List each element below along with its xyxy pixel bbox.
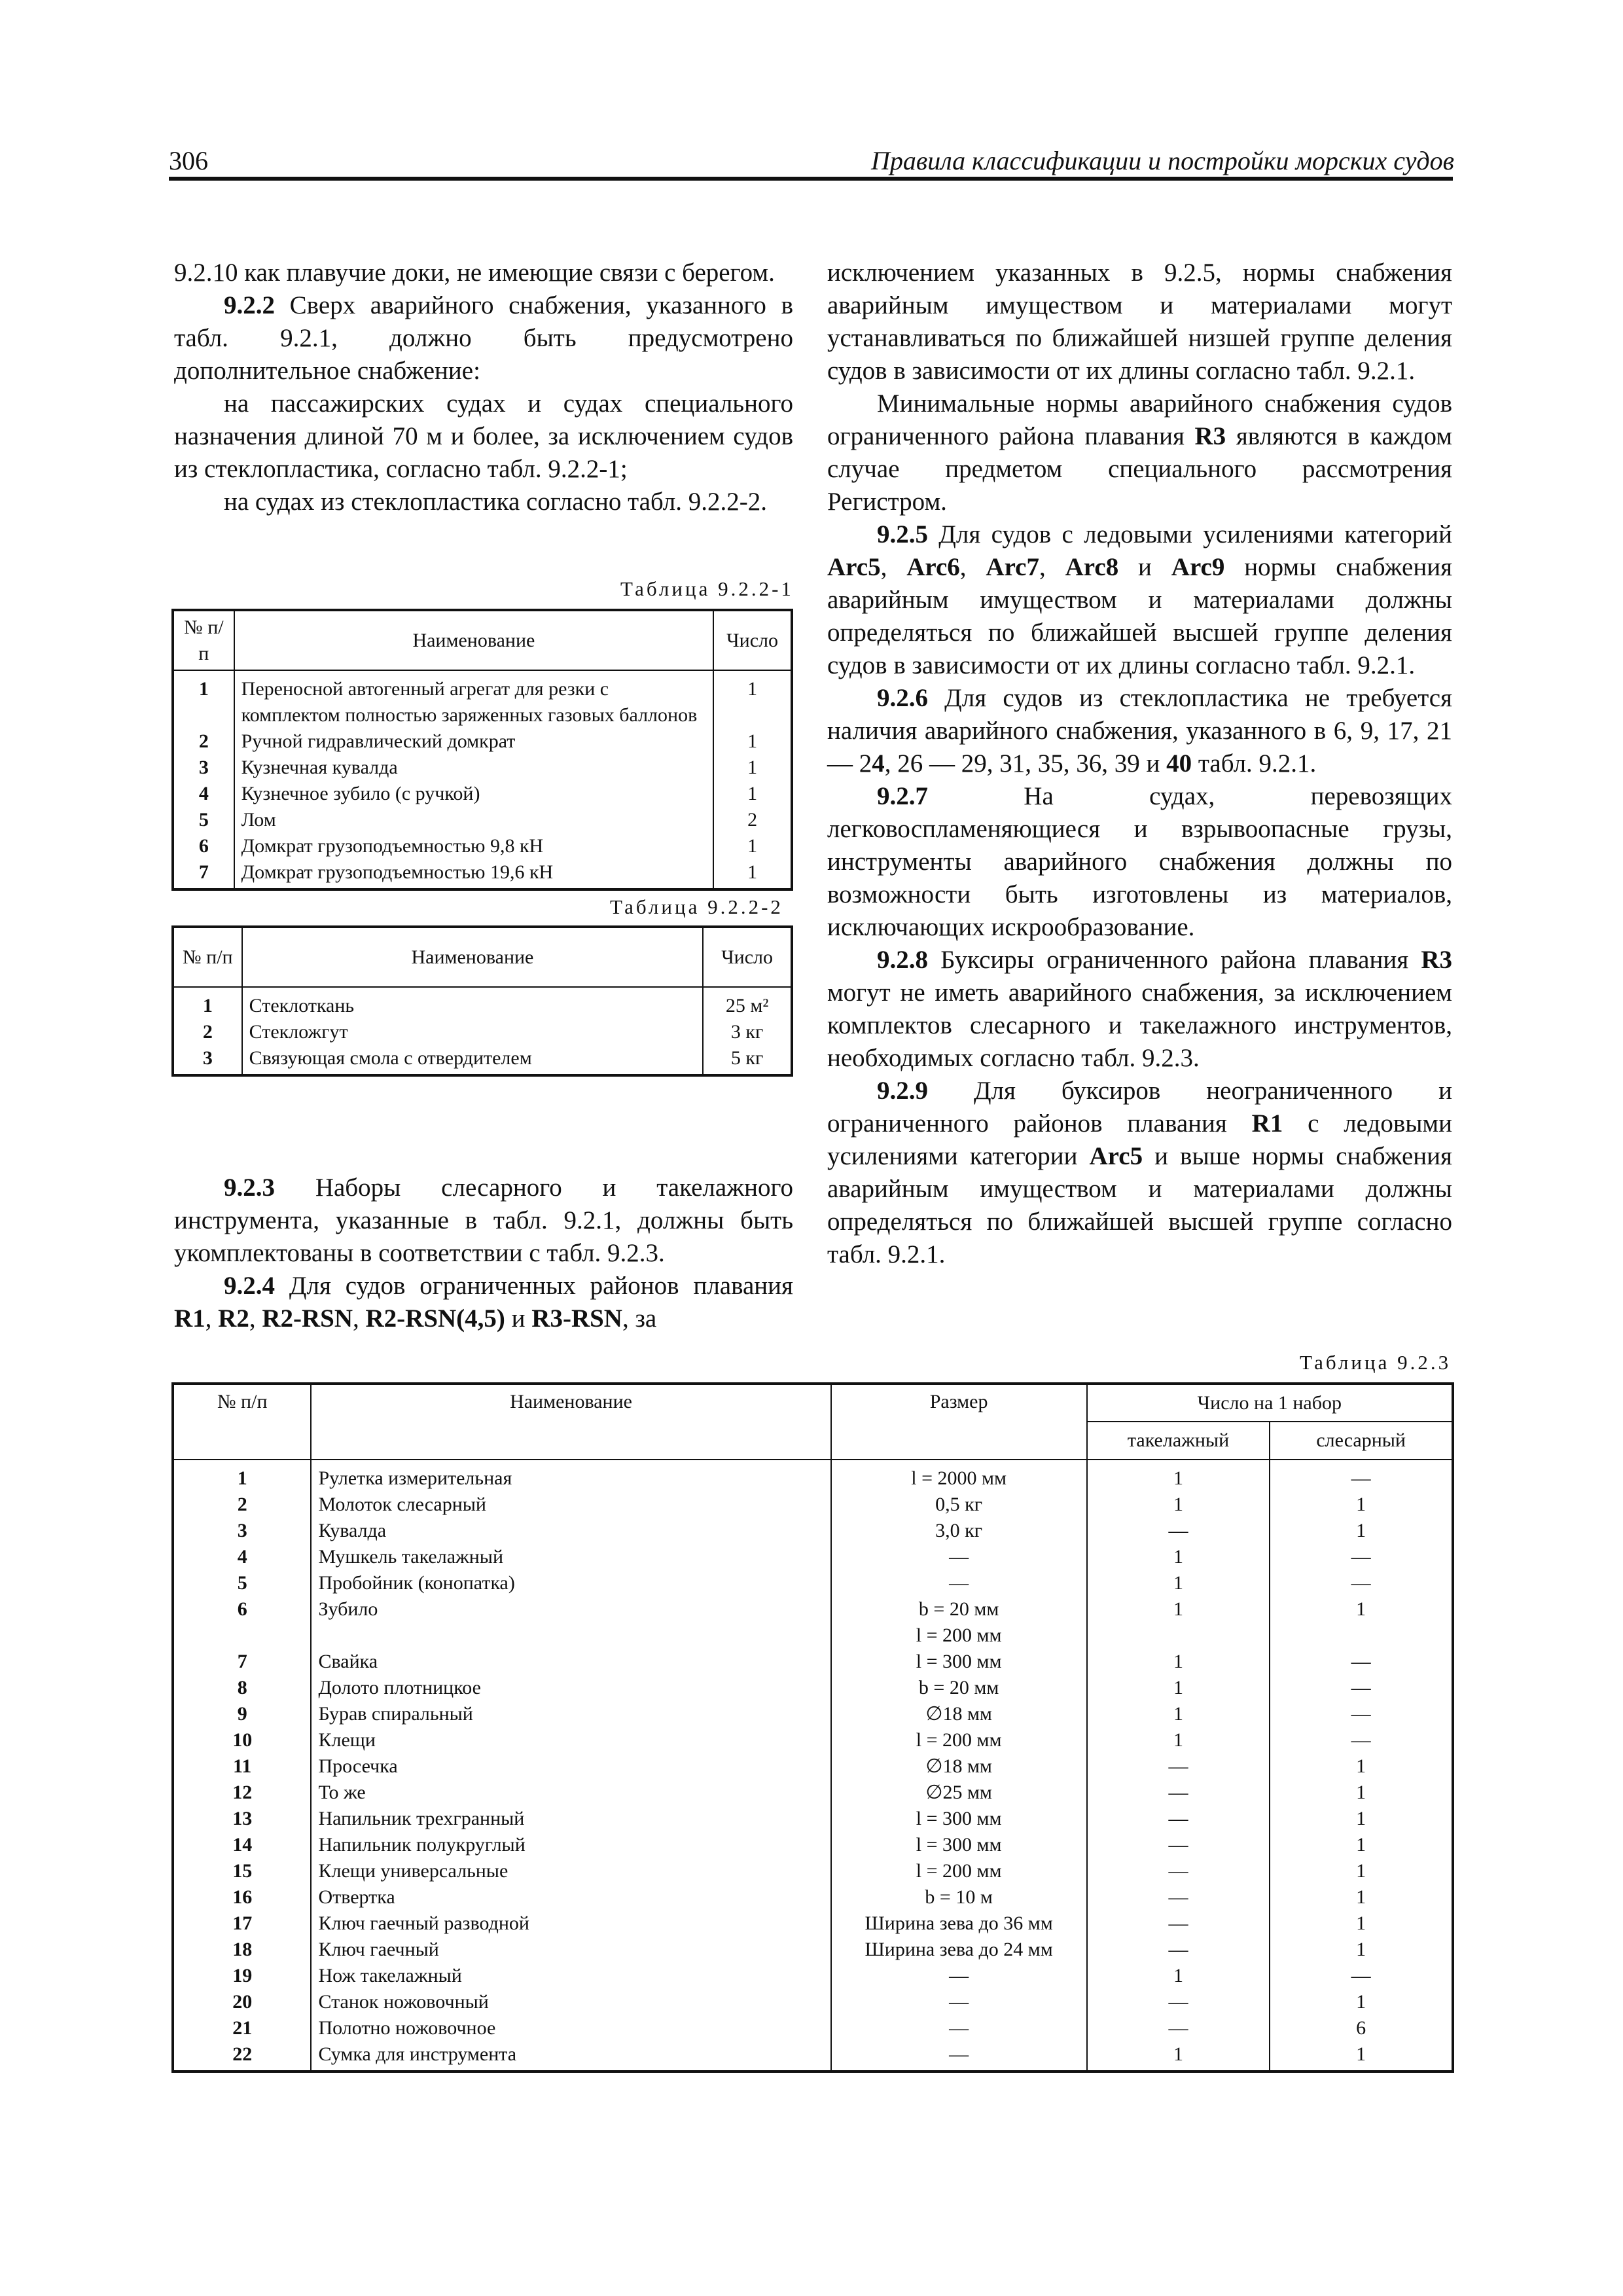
item-name: Кувалда: [311, 1518, 830, 1544]
item-name: Напильник трехгранный: [311, 1806, 830, 1832]
notation: 4: [872, 749, 885, 778]
row-number: 1: [173, 670, 234, 728]
rigging-count: 1: [1087, 1460, 1270, 1492]
row-number: 10: [173, 1727, 311, 1753]
row-number: 8: [173, 1675, 311, 1701]
notation: R3: [1194, 422, 1226, 450]
table-row: [173, 2015, 1453, 2041]
rigging-count: —: [1087, 1937, 1270, 1963]
rigging-count: 1: [1087, 1675, 1270, 1701]
text-run: могут не иметь аварийного снабжения, за исключением комплектов слесарного и такелажного инструментов, необходимых согласно табл. 9.2.3.: [827, 978, 1452, 1072]
item-name: Кузнечная кувалда: [234, 755, 713, 781]
item-name: Лом: [234, 807, 713, 833]
fitter-count: —: [1270, 1544, 1453, 1570]
text-run: являются в каждом случае предметом специального рассмотрения Регистром.: [827, 422, 1452, 516]
item-name: Ручной гидравлический домкрат: [234, 728, 713, 755]
notation: R2-RSN: [262, 1304, 353, 1333]
page-number: 306: [169, 146, 208, 175]
notation: Arc6: [906, 553, 960, 581]
text-run: с ледовыми усилениями категории: [827, 1109, 1452, 1170]
item-size: b = 10 м: [831, 1884, 1087, 1910]
row-number: 19: [173, 1963, 311, 1989]
fitter-count: —: [1270, 1701, 1453, 1727]
table-row: [173, 1045, 792, 1075]
table-row: [173, 833, 792, 859]
item-size: ∅18 мм: [831, 1753, 1087, 1780]
fitter-count: 1: [1270, 2041, 1453, 2072]
row-number: 12: [173, 1780, 311, 1806]
rigging-count: —: [1087, 1832, 1270, 1858]
table-row: [173, 1858, 1453, 1884]
notation: R2: [218, 1304, 249, 1333]
item-count: 25 м²: [703, 987, 792, 1019]
table-row: [173, 1701, 1453, 1727]
item-size: 0,5 кг: [831, 1492, 1087, 1518]
row-number: 3: [173, 1518, 311, 1544]
table-row: [173, 1989, 1453, 2015]
rigging-count: 1: [1087, 1963, 1270, 1989]
paragraph: [827, 682, 1452, 780]
row-number: 3: [173, 755, 234, 781]
item-name: Ключ гаечный: [311, 1937, 830, 1963]
rigging-count: —: [1087, 1858, 1270, 1884]
row-number: 6: [173, 833, 234, 859]
item-size: b = 20 мм: [831, 1675, 1087, 1701]
item-name: Домкрат грузоподъемностью 9,8 кН: [234, 833, 713, 859]
item-size: Ширина зева до 24 мм: [831, 1937, 1087, 1963]
item-name: Полотно ножовочное: [311, 2015, 830, 2041]
row-number: 3: [173, 1045, 242, 1075]
item-size: l = 200 мм: [831, 1727, 1087, 1753]
row-number: 22: [173, 2041, 311, 2072]
row-number: 15: [173, 1858, 311, 1884]
paragraph: [827, 387, 1452, 518]
text-run: Буксиры ограниченного района плавания: [928, 946, 1421, 974]
item-size-line: b = 20 мм: [918, 1598, 999, 1620]
text-run: , 26 — 29, 31, 35, 36, 39 и: [884, 749, 1167, 778]
table-row: [173, 1649, 1453, 1675]
col-header-no: № п/п: [173, 1384, 311, 1460]
left-column-upper: [174, 257, 793, 518]
row-number: 6: [173, 1596, 311, 1649]
item-count: 1: [713, 859, 792, 889]
item-name: Кузнечное зубило (с ручкой): [234, 781, 713, 807]
item-size: Ширина зева до 36 мм: [831, 1910, 1087, 1937]
table-row: [173, 2041, 1453, 2072]
rigging-count: 1: [1087, 2041, 1270, 2072]
item-size: l = 300 мм: [831, 1649, 1087, 1675]
item-name: Связующая смола с отвердителем: [242, 1045, 704, 1075]
row-number: 18: [173, 1937, 311, 1963]
item-name: Клещи универсальные: [311, 1858, 830, 1884]
rigging-count: 1: [1087, 1596, 1270, 1649]
row-number: 2: [173, 728, 234, 755]
item-name: Стеклоткань: [242, 987, 704, 1019]
table-row: [173, 1019, 792, 1045]
table-row: [173, 1753, 1453, 1780]
rigging-count: —: [1087, 1806, 1270, 1832]
row-number: 17: [173, 1910, 311, 1937]
fitter-count: 1: [1270, 1910, 1453, 1937]
text-run: Для судов из стеклопластика не требуется наличия аварийного снабжения, указанного в 6, 9, 17, 21 — 2: [827, 684, 1452, 778]
fitter-count: 1: [1270, 1780, 1453, 1806]
col-header-no: № п/п: [173, 610, 234, 670]
table-row: [173, 1492, 1453, 1518]
notation: Arc7: [986, 553, 1039, 581]
item-size: —: [831, 2015, 1087, 2041]
item-size: —: [831, 1963, 1087, 1989]
paragraph: на пассажирских судах и судах специального назначения длиной 70 м и более, за исключением судов из стеклопластика, согласно табл. 9.2.2-1;: [174, 389, 793, 483]
paragraph: 9.2.10 как плавучие доки, не имеющие связи с берегом.: [174, 259, 775, 287]
item-size: l = 300 мм: [831, 1806, 1087, 1832]
col-header-fitter: слесарный: [1270, 1422, 1453, 1460]
row-number: 16: [173, 1884, 311, 1910]
item-size-line: l = 200 мм: [916, 1624, 1002, 1646]
item-name: Зубило: [311, 1596, 830, 1649]
fitter-count: 1: [1270, 1518, 1453, 1544]
item-name: Напильник полукруглый: [311, 1832, 830, 1858]
text-run: табл. 9.2.1.: [1192, 749, 1317, 778]
item-name: Мушкель такелажный: [311, 1544, 830, 1570]
table-9-2-2-1: [171, 609, 793, 891]
header-rule: [169, 177, 1453, 181]
paragraph: исключением указанных в 9.2.5, нормы снабжения аварийным имуществом и материалами могут устанавливаться по ближайшей низшей группе деления судов в зависимости от их длины согласно табл. 9.2.1.: [827, 259, 1452, 385]
row-number: 7: [173, 859, 234, 889]
row-number: 2: [173, 1019, 242, 1045]
item-size: ∅18 мм: [831, 1701, 1087, 1727]
item-size: l = 2000 мм: [831, 1460, 1087, 1492]
table-row: [173, 859, 792, 889]
paragraph: [827, 1075, 1452, 1271]
item-name: Переносной автогенный агрегат для резки с комплектом полностью заряженных газовых баллонов: [234, 670, 713, 728]
item-size: l = 200 мм: [831, 1858, 1087, 1884]
item-size: —: [831, 2041, 1087, 2072]
paragraph-text: Сверх аварийного снабжения, указанного в табл. 9.2.1, должно быть предусмотрено дополнительное снабжение:: [174, 291, 793, 385]
rigging-count: 1: [1087, 1701, 1270, 1727]
item-name: Рулетка измерительная: [311, 1460, 830, 1492]
rigging-count: —: [1087, 1910, 1270, 1937]
fitter-count: 6: [1270, 2015, 1453, 2041]
item-name: Свайка: [311, 1649, 830, 1675]
col-header-per-set: Число на 1 набор: [1087, 1384, 1453, 1422]
table-row: [173, 1727, 1453, 1753]
col-header-name: Наименование: [311, 1384, 830, 1460]
row-number: 2: [173, 1492, 311, 1518]
text-run: и выше нормы снабжения аварийным имуществом и материалами должны определяться по ближайшей высшей группе согласно табл. 9.2.1.: [827, 1142, 1452, 1268]
row-number: 7: [173, 1649, 311, 1675]
col-header-name: Наименование: [242, 927, 704, 987]
paragraph: [174, 289, 793, 387]
fitter-count: 1: [1270, 1884, 1453, 1910]
clause-number: 9.2.3: [224, 1174, 275, 1202]
rigging-count: 1: [1087, 1544, 1270, 1570]
col-header-size: Размер: [831, 1384, 1087, 1460]
table-9-2-3: [171, 1382, 1454, 2073]
item-name: То же: [311, 1780, 830, 1806]
text-run: ,: [1039, 553, 1065, 581]
col-header-count: Число: [713, 610, 792, 670]
paragraph-text: На судах, перевозящих легковоспламеняющиеся и взрывоопасные грузы, инструменты аварийного снабжения должны по возможности быть изготовлены из материалов, исключающих искрообразование.: [827, 782, 1452, 941]
paragraph-text: Наборы слесарного и такелажного инструмента, указанные в табл. 9.2.1, должны быть укомплектованы в соответствии с табл. 9.2.3.: [174, 1174, 793, 1267]
item-name: Отвертка: [311, 1884, 830, 1910]
fitter-count: 1: [1270, 1832, 1453, 1858]
text-run: ,: [353, 1304, 366, 1333]
fitter-count: 1: [1270, 1937, 1453, 1963]
table-row: [173, 987, 792, 1019]
table-caption: Таблица 9.2.2-2: [610, 895, 783, 918]
row-number: 4: [173, 1544, 311, 1570]
item-name: Бурав спиральный: [311, 1701, 830, 1727]
rigging-count: —: [1087, 1518, 1270, 1544]
clause-number: 9.2.8: [877, 946, 928, 974]
item-name: Клещи: [311, 1727, 830, 1753]
item-name: Просечка: [311, 1753, 830, 1780]
table-row: [173, 1806, 1453, 1832]
text-run: Для буксиров неограниченного и ограниченного районов плавания: [827, 1077, 1452, 1138]
paragraph: [174, 1270, 793, 1335]
table-row: [173, 1675, 1453, 1701]
paragraph: на судах из стеклопластика согласно табл. 9.2.2-2.: [224, 488, 767, 516]
item-name: Пробойник (конопатка): [311, 1570, 830, 1596]
fitter-count: —: [1270, 1727, 1453, 1753]
fitter-count: —: [1270, 1963, 1453, 1989]
item-size: 3,0 кг: [831, 1518, 1087, 1544]
row-number: 5: [173, 1570, 311, 1596]
notation: Arc9: [1171, 553, 1225, 581]
table-row: [173, 670, 792, 728]
item-count: 1: [713, 670, 792, 728]
table-row: [173, 1544, 1453, 1570]
fitter-count: 1: [1270, 1858, 1453, 1884]
rigging-count: —: [1087, 1780, 1270, 1806]
clause-number: 9.2.2: [224, 291, 275, 319]
table-row: [173, 1832, 1453, 1858]
table-caption: Таблица 9.2.2-1: [620, 577, 794, 600]
item-size: ∅25 мм: [831, 1780, 1087, 1806]
clause-number: 9.2.5: [877, 520, 928, 548]
clause-number: 9.2.7: [877, 782, 928, 810]
text-run: ,: [249, 1304, 262, 1333]
rigging-count: 1: [1087, 1570, 1270, 1596]
clause-number: 9.2.4: [224, 1272, 275, 1300]
item-name: Домкрат грузоподъемностью 19,6 кН: [234, 859, 713, 889]
table-row: [173, 1596, 1453, 1649]
item-count: 1: [713, 781, 792, 807]
rigging-count: 1: [1087, 1727, 1270, 1753]
fitter-count: 1: [1270, 1596, 1453, 1649]
text-run: Для судов ограниченных районов плавания: [275, 1272, 793, 1300]
item-size: —: [831, 1544, 1087, 1570]
item-name: Молоток слесарный: [311, 1492, 830, 1518]
row-number: 1: [173, 987, 242, 1019]
notation: R2-RSN(4,5): [365, 1304, 505, 1333]
col-header-name: Наименование: [234, 610, 713, 670]
rigging-count: —: [1087, 1753, 1270, 1780]
text-run: и: [1118, 553, 1171, 581]
item-count: 1: [713, 833, 792, 859]
table-row: [173, 1963, 1453, 1989]
row-number: 9: [173, 1701, 311, 1727]
left-column-lower: [174, 1172, 793, 1335]
item-name: Стекложгут: [242, 1019, 704, 1045]
notation: R1: [1251, 1109, 1283, 1138]
fitter-count: 1: [1270, 1492, 1453, 1518]
text-run: , за: [622, 1304, 657, 1333]
item-size: —: [831, 1570, 1087, 1596]
rigging-count: —: [1087, 1884, 1270, 1910]
paragraph: [827, 780, 1452, 944]
text-run: ,: [880, 553, 907, 581]
clause-number: 9.2.6: [877, 684, 928, 712]
row-number: 14: [173, 1832, 311, 1858]
table-row: [173, 1910, 1453, 1937]
row-number: 20: [173, 1989, 311, 2015]
rigging-count: 1: [1087, 1649, 1270, 1675]
item-count: 1: [713, 755, 792, 781]
running-title: Правила классификации и постройки морских судов: [870, 146, 1454, 175]
notation: 40: [1166, 749, 1192, 778]
notation: Arc5: [1089, 1142, 1143, 1170]
paragraph: [174, 1172, 793, 1270]
table-row: [173, 1518, 1453, 1544]
col-header-rigging: такелажный: [1087, 1422, 1270, 1460]
item-name: Станок ножовочный: [311, 1989, 830, 2015]
text-run: Для судов с ледовыми усилениями категорий: [928, 520, 1452, 548]
row-number: 4: [173, 781, 234, 807]
table-9-2-2-2: [171, 925, 793, 1077]
text-run: Минимальные нормы аварийного снабжения судов ограниченного района плавания: [827, 389, 1452, 450]
table-row: [173, 1937, 1453, 1963]
table-row: [173, 728, 792, 755]
text-run: и: [505, 1304, 532, 1333]
paragraph: [827, 518, 1452, 682]
col-header-count: Число: [703, 927, 792, 987]
clause-number: 9.2.9: [877, 1077, 928, 1105]
rigging-count: —: [1087, 2015, 1270, 2041]
fitter-count: —: [1270, 1570, 1453, 1596]
item-size: l = 300 мм: [831, 1832, 1087, 1858]
right-column: [827, 257, 1452, 1271]
notation: Arc8: [1065, 553, 1119, 581]
table-row: [173, 781, 792, 807]
fitter-count: —: [1270, 1649, 1453, 1675]
fitter-count: —: [1270, 1460, 1453, 1492]
item-name: Сумка для инструмента: [311, 2041, 830, 2072]
item-count: 1: [713, 728, 792, 755]
item-name: Долото плотницкое: [311, 1675, 830, 1701]
notation: R3: [1421, 946, 1452, 974]
text-run: ,: [959, 553, 986, 581]
row-number: 5: [173, 807, 234, 833]
fitter-count: 1: [1270, 1806, 1453, 1832]
table-row: [173, 807, 792, 833]
row-number: 13: [173, 1806, 311, 1832]
row-number: 21: [173, 2015, 311, 2041]
item-size: [831, 1596, 1087, 1649]
fitter-count: 1: [1270, 1753, 1453, 1780]
fitter-count: —: [1270, 1675, 1453, 1701]
paragraph: [827, 944, 1452, 1075]
item-name: Нож такелажный: [311, 1963, 830, 1989]
item-count: 3 кг: [703, 1019, 792, 1045]
table-row: [173, 755, 792, 781]
item-size: —: [831, 1989, 1087, 2015]
item-name: Ключ гаечный разводной: [311, 1910, 830, 1937]
row-number: 11: [173, 1753, 311, 1780]
rigging-count: —: [1087, 1989, 1270, 2015]
row-number: 1: [173, 1460, 311, 1492]
table-row: [173, 1460, 1453, 1492]
item-count: 2: [713, 807, 792, 833]
rigging-count: 1: [1087, 1492, 1270, 1518]
notation: R1: [174, 1304, 205, 1333]
notation: R3-RSN: [531, 1304, 622, 1333]
table-row: [173, 1884, 1453, 1910]
table-row: [173, 1570, 1453, 1596]
col-header-no: № п/п: [173, 927, 242, 987]
text-run: нормы снабжения аварийным имуществом и материалами должны определяться по ближайшей высшей группе деления судов в зависимости от их длины согласно табл. 9.2.1.: [827, 553, 1453, 679]
item-count: 5 кг: [703, 1045, 792, 1075]
notation: Arc5: [827, 553, 881, 581]
fitter-count: 1: [1270, 1989, 1453, 2015]
table-caption: Таблица 9.2.3: [1300, 1351, 1452, 1374]
table-row: [173, 1780, 1453, 1806]
text-run: ,: [205, 1304, 219, 1333]
